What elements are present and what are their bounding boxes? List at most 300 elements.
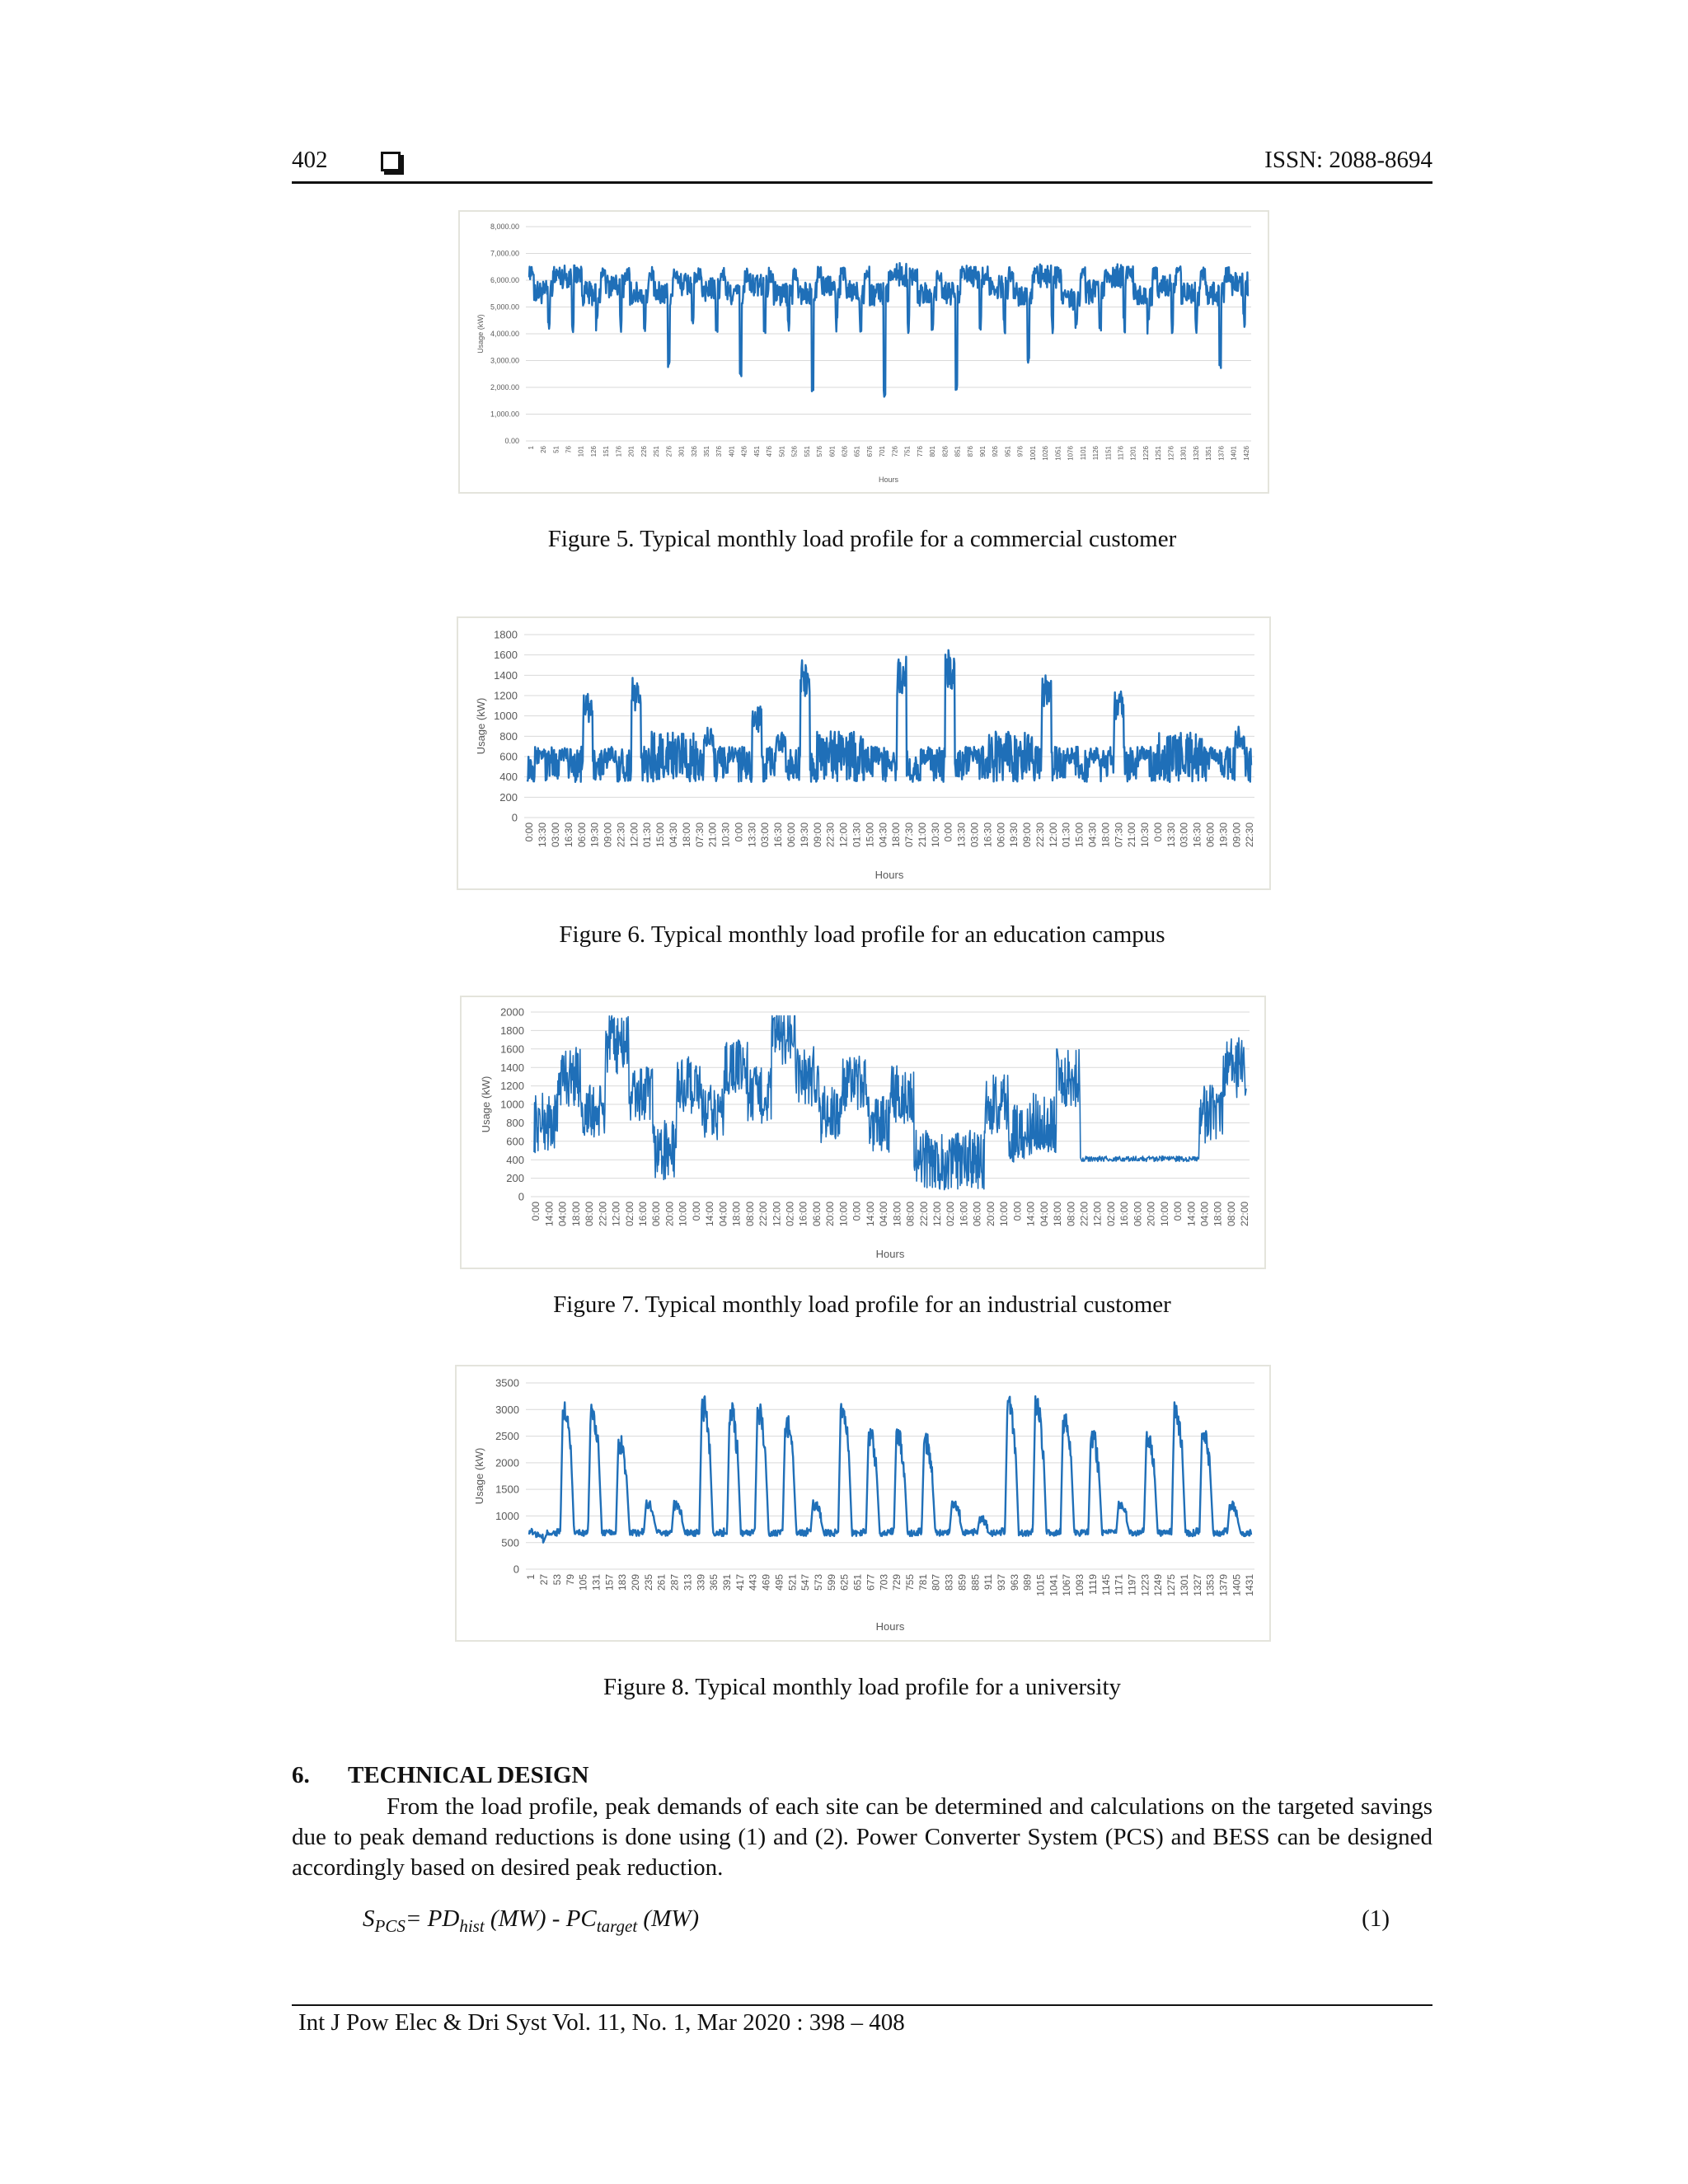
- x-tick-label: 1171: [1113, 1574, 1125, 1596]
- x-tick-label: 833: [943, 1574, 955, 1591]
- x-tick-label: 126: [589, 446, 598, 457]
- y-tick-label: 800: [499, 729, 518, 743]
- x-tick-label: 1076: [1067, 446, 1075, 461]
- x-tick-label: 07:30: [1113, 823, 1125, 848]
- x-tick-label: 0:00: [851, 1202, 863, 1221]
- x-tick-label: 0:00: [523, 823, 536, 842]
- y-tick-label: 0: [511, 811, 518, 824]
- x-tick-label: 573: [813, 1574, 824, 1591]
- x-tick-label: 1001: [1029, 446, 1037, 461]
- x-tick-label: 04:30: [668, 823, 679, 848]
- y-tick-label: 2500: [495, 1430, 519, 1443]
- x-tick-label: 12:00: [931, 1202, 943, 1227]
- x-tick-label: 12:00: [628, 823, 640, 848]
- x-tick-label: 826: [941, 446, 950, 457]
- x-tick-label: 10:30: [929, 823, 941, 848]
- x-tick-label: 76: [565, 446, 573, 453]
- x-tick-label: 676: [865, 446, 874, 457]
- x-tick-label: 801: [929, 446, 937, 457]
- figure-7-chart: [460, 996, 1266, 1269]
- x-tick-label: 15:00: [864, 823, 876, 848]
- x-tick-label: 651: [853, 446, 861, 457]
- header-rule: [292, 181, 1432, 184]
- x-tick-label: 06:00: [995, 823, 1007, 848]
- x-tick-label: 1249: [1152, 1574, 1165, 1596]
- x-tick-label: 701: [879, 446, 887, 457]
- y-tick-label: 6,000.00: [490, 276, 519, 285]
- x-tick-label: 03:00: [549, 823, 561, 848]
- x-tick-label: 06:00: [1204, 823, 1217, 848]
- x-tick-label: 06:00: [575, 823, 588, 848]
- x-tick-label: 53: [551, 1574, 563, 1586]
- y-tick-label: 1400: [494, 668, 518, 682]
- x-tick-label: 261: [655, 1574, 668, 1591]
- x-tick-label: 576: [816, 446, 824, 457]
- eq-unit2: (MW): [637, 1905, 700, 1932]
- x-tick-label: 911: [982, 1574, 995, 1591]
- x-tick-label: 235: [642, 1574, 654, 1591]
- x-tick-label: 0:00: [530, 1202, 542, 1221]
- x-tick-label: 22:30: [1244, 823, 1256, 848]
- y-tick-label: 0.00: [504, 437, 519, 446]
- eq-target-sub: target: [596, 1915, 638, 1936]
- x-tick-label: 12:00: [837, 823, 850, 848]
- y-tick-label: 1800: [500, 1024, 524, 1037]
- x-tick-label: 1197: [1126, 1574, 1138, 1596]
- x-tick-label: 755: [903, 1574, 916, 1591]
- x-tick-label: 79: [564, 1574, 576, 1586]
- eq-unit1: (MW) - PC: [484, 1905, 597, 1932]
- x-tick-label: 526: [790, 446, 799, 457]
- x-tick-label: 937: [995, 1574, 1007, 1591]
- figure-7-caption: Figure 7. Typical monthly load profile for an industrial customer: [553, 1291, 1171, 1318]
- x-tick-label: 08:00: [743, 1202, 756, 1227]
- x-tick-label: 551: [803, 446, 811, 457]
- y-tick-label: 1800: [494, 628, 518, 641]
- figure-6-caption: Figure 6. Typical monthly load profile for an education campus: [559, 921, 1165, 948]
- x-tick-label: 926: [992, 446, 1000, 457]
- x-tick-label: 1301: [1178, 1574, 1190, 1596]
- x-tick-label: 16:00: [637, 1202, 649, 1227]
- x-tick-label: 626: [841, 446, 849, 457]
- x-tick-label: 14:00: [704, 1202, 716, 1227]
- x-tick-label: 1067: [1061, 1574, 1073, 1596]
- x-tick-label: 365: [708, 1574, 720, 1591]
- x-tick-label: 951: [1004, 446, 1012, 457]
- x-tick-label: 18:00: [890, 823, 903, 848]
- y-tick-label: 200: [499, 790, 518, 804]
- x-tick-label: 0:00: [1151, 823, 1164, 842]
- x-tick-label: 22:30: [1034, 823, 1046, 848]
- x-tick-label: 1: [527, 446, 535, 450]
- x-tick-label: 16:30: [982, 823, 994, 848]
- y-tick-label: 0: [518, 1190, 524, 1203]
- x-tick-label: 10:00: [1158, 1202, 1170, 1227]
- x-tick-label: 14:00: [543, 1202, 556, 1227]
- y-tick-label: 800: [506, 1116, 524, 1129]
- y-tick-label: 3,000.00: [490, 356, 519, 365]
- x-tick-label: 04:00: [556, 1202, 569, 1227]
- x-tick-label: 807: [930, 1574, 942, 1591]
- x-tick-label: 599: [825, 1574, 837, 1591]
- footer-rule: [292, 2004, 1432, 2006]
- y-axis-label: Usage (kW): [476, 314, 485, 354]
- x-tick-label: 1119: [1086, 1574, 1099, 1595]
- series-line: [534, 1016, 1246, 1190]
- y-tick-label: 1200: [500, 1080, 524, 1093]
- x-tick-label: 201: [627, 446, 635, 457]
- x-tick-label: 443: [747, 1574, 759, 1591]
- figure-5-caption: Figure 5. Typical monthly load profile for a commercial customer: [547, 526, 1177, 552]
- y-tick-label: 1,000.00: [490, 410, 519, 419]
- x-tick-label: 1251: [1155, 446, 1163, 461]
- x-tick-label: 22:30: [615, 823, 627, 848]
- x-tick-label: 06:00: [650, 1202, 663, 1227]
- x-tick-label: 22:00: [757, 1202, 770, 1227]
- y-tick-label: 500: [501, 1536, 519, 1549]
- x-tick-label: 176: [615, 446, 623, 457]
- y-tick-label: 1600: [494, 649, 518, 662]
- x-tick-label: 183: [617, 1574, 629, 1591]
- y-tick-label: 5,000.00: [490, 302, 519, 312]
- x-tick-label: 18:00: [1052, 1202, 1064, 1227]
- x-tick-label: 1201: [1129, 446, 1137, 461]
- x-tick-label: 876: [966, 446, 974, 457]
- x-tick-label: 09:00: [811, 823, 823, 848]
- x-tick-label: 13:30: [1165, 823, 1177, 848]
- y-tick-label: 1400: [500, 1061, 524, 1074]
- chart-svg-2: [462, 997, 1264, 1268]
- y-tick-label: 1600: [500, 1043, 524, 1056]
- x-tick-label: 391: [721, 1574, 734, 1591]
- x-tick-label: 1093: [1074, 1574, 1086, 1596]
- x-tick-label: 02:00: [784, 1202, 796, 1227]
- x-tick-label: 1: [525, 1574, 537, 1580]
- x-tick-label: 495: [773, 1574, 785, 1591]
- y-tick-label: 2000: [495, 1456, 519, 1469]
- x-tick-label: 1226: [1142, 446, 1150, 461]
- x-tick-label: 1276: [1167, 446, 1175, 461]
- x-tick-label: 13:30: [955, 823, 968, 848]
- x-tick-label: 18:00: [1212, 1202, 1224, 1227]
- x-tick-label: 776: [916, 446, 924, 457]
- y-tick-label: 400: [499, 771, 518, 784]
- y-axis-label: Usage (kW): [473, 1447, 485, 1505]
- journal-footer: Int J Pow Elec & Dri Syst Vol. 11, No. 1, Mar 2020 : 398 – 408: [298, 2009, 905, 2036]
- x-tick-label: 21:00: [706, 823, 719, 848]
- x-tick-label: 20:00: [984, 1202, 996, 1227]
- x-tick-label: 18:00: [570, 1202, 582, 1227]
- page-number: 402: [292, 147, 328, 173]
- x-tick-label: 14:00: [1185, 1202, 1198, 1227]
- x-tick-label: 14:00: [864, 1202, 876, 1227]
- x-tick-label: 1015: [1034, 1574, 1047, 1596]
- x-tick-label: 1041: [1048, 1574, 1060, 1596]
- x-tick-label: 401: [728, 446, 736, 457]
- x-tick-label: 1101: [1079, 446, 1087, 461]
- x-tick-label: 15:00: [654, 823, 667, 848]
- x-tick-label: 703: [878, 1574, 890, 1591]
- x-tick-label: 376: [715, 446, 724, 457]
- x-tick-label: 351: [702, 446, 710, 457]
- x-tick-label: 1026: [1042, 446, 1050, 461]
- x-tick-label: 18:00: [891, 1202, 903, 1227]
- y-tick-label: 200: [506, 1172, 524, 1185]
- x-tick-label: 20:00: [824, 1202, 837, 1227]
- x-tick-label: 989: [1021, 1574, 1034, 1591]
- x-tick-label: 313: [682, 1574, 694, 1591]
- x-tick-label: 326: [690, 446, 698, 457]
- x-tick-label: 03:00: [759, 823, 771, 848]
- page-header: [292, 147, 1432, 185]
- x-tick-label: 19:30: [1217, 823, 1230, 848]
- square-bullet-icon: [381, 152, 401, 171]
- x-tick-label: 08:00: [1065, 1202, 1077, 1227]
- figure-5-chart: [458, 210, 1269, 494]
- y-tick-label: 3000: [495, 1403, 519, 1416]
- x-tick-label: 13:30: [537, 823, 549, 848]
- x-tick-label: 729: [891, 1574, 903, 1591]
- y-tick-label: 400: [506, 1153, 524, 1166]
- y-tick-label: 4,000.00: [490, 330, 519, 339]
- section-title: TECHNICAL DESIGN: [348, 1762, 589, 1788]
- y-tick-label: 2,000.00: [490, 383, 519, 392]
- eq-hist-sub: hist: [459, 1915, 485, 1936]
- x-tick-label: 1351: [1205, 446, 1213, 461]
- x-tick-label: 16:00: [958, 1202, 970, 1227]
- series-line: [529, 1396, 1251, 1543]
- x-tick-label: 15:00: [1073, 823, 1085, 848]
- x-tick-label: 09:00: [602, 823, 614, 848]
- x-tick-label: 476: [766, 446, 774, 457]
- y-tick-label: 1000: [500, 1098, 524, 1111]
- x-tick-label: 851: [954, 446, 962, 457]
- y-tick-label: 3500: [495, 1376, 519, 1390]
- issn-label: ISSN: 2088-8694: [1264, 147, 1432, 173]
- x-tick-label: 12:00: [771, 1202, 783, 1227]
- x-tick-label: 251: [653, 446, 661, 457]
- section-heading: [292, 1762, 589, 1789]
- x-tick-label: 21:00: [916, 823, 928, 848]
- figure-8-caption: Figure 8. Typical monthly load profile for a university: [603, 1674, 1122, 1700]
- y-axis-label: Usage (kW): [475, 697, 487, 755]
- x-tick-label: 0:00: [690, 1202, 702, 1221]
- x-tick-label: 1376: [1217, 446, 1226, 461]
- x-tick-label: 1353: [1204, 1574, 1217, 1596]
- x-tick-label: 07:30: [903, 823, 916, 848]
- x-tick-label: 12:00: [1091, 1202, 1104, 1227]
- y-tick-label: 0: [513, 1563, 519, 1576]
- x-tick-label: 18:00: [680, 823, 692, 848]
- x-tick-label: 1126: [1092, 446, 1100, 461]
- x-tick-label: 12:00: [610, 1202, 622, 1227]
- x-tick-label: 08:00: [584, 1202, 596, 1227]
- y-tick-label: 600: [506, 1135, 524, 1148]
- x-tick-label: 06:00: [785, 823, 798, 848]
- x-tick-label: 26: [540, 446, 548, 453]
- x-tick-label: 04:30: [1086, 823, 1099, 848]
- x-tick-label: 01:30: [641, 823, 654, 848]
- x-tick-label: 08:00: [1225, 1202, 1237, 1227]
- x-tick-label: 07:30: [693, 823, 706, 848]
- x-tick-label: 19:30: [588, 823, 601, 848]
- x-tick-label: 131: [590, 1574, 603, 1591]
- x-tick-label: 0:00: [733, 823, 745, 842]
- x-tick-label: 12:00: [1047, 823, 1059, 848]
- x-tick-label: 09:00: [1021, 823, 1034, 848]
- x-tick-label: 726: [891, 446, 899, 457]
- y-tick-label: 1000: [495, 1509, 519, 1522]
- eq-lhs-sub: PCS: [374, 1915, 406, 1936]
- x-tick-label: 21:00: [1126, 823, 1138, 848]
- x-tick-label: 1151: [1104, 446, 1113, 461]
- y-tick-label: 1500: [495, 1483, 519, 1496]
- x-tick-label: 01:30: [1060, 823, 1072, 848]
- x-tick-label: 1223: [1139, 1574, 1151, 1596]
- x-tick-label: 06:00: [971, 1202, 983, 1227]
- x-tick-label: 651: [851, 1574, 864, 1591]
- y-tick-label: 600: [499, 750, 518, 763]
- x-tick-label: 01:30: [851, 823, 863, 848]
- x-tick-label: 501: [778, 446, 786, 457]
- x-tick-label: 151: [603, 446, 611, 457]
- x-tick-label: 963: [1008, 1574, 1020, 1591]
- y-tick-label: 1200: [494, 689, 518, 702]
- x-tick-label: 1426: [1242, 446, 1250, 461]
- x-tick-label: 0:00: [1011, 1202, 1024, 1221]
- x-tick-label: 226: [640, 446, 648, 457]
- x-tick-label: 22:00: [917, 1202, 930, 1227]
- x-tick-label: 1379: [1217, 1574, 1230, 1596]
- x-tick-label: 1301: [1179, 446, 1188, 461]
- x-tick-label: 04:00: [1198, 1202, 1211, 1227]
- y-axis-label: Usage (kW): [480, 1076, 492, 1133]
- x-tick-label: 51: [552, 446, 560, 453]
- x-tick-label: 02:00: [1104, 1202, 1117, 1227]
- x-tick-label: 03:00: [968, 823, 981, 848]
- eq-lhs: S: [363, 1905, 375, 1932]
- x-tick-label: 19:30: [1008, 823, 1020, 848]
- x-tick-label: 04:00: [878, 1202, 890, 1227]
- x-tick-label: 13:30: [746, 823, 758, 848]
- chart-svg-1: [458, 618, 1269, 888]
- x-tick-label: 20:00: [663, 1202, 676, 1227]
- x-tick-label: 976: [1016, 446, 1025, 457]
- body-paragraph: From the load profile, peak demands of each site can be determined and calculations on the targeted savings due to peak demand reductions is done using (1) and (2). Power Converter System (PCS) and BESS can be designed accordingly based on desired peak reduction.: [292, 1793, 1432, 1881]
- x-tick-label: 06:00: [810, 1202, 823, 1227]
- x-tick-label: 0:00: [942, 823, 954, 842]
- x-axis-label: Hours: [875, 1620, 905, 1633]
- x-tick-label: 1431: [1244, 1574, 1256, 1596]
- x-tick-label: 276: [665, 446, 673, 457]
- x-tick-label: 1327: [1191, 1574, 1203, 1596]
- x-tick-label: 105: [577, 1574, 589, 1591]
- x-tick-label: 625: [838, 1574, 851, 1591]
- x-tick-label: 10:30: [1139, 823, 1151, 848]
- chart-svg-0: [460, 212, 1268, 492]
- x-tick-label: 885: [969, 1574, 982, 1591]
- x-axis-label: Hours: [874, 869, 904, 881]
- x-tick-label: 751: [903, 446, 912, 457]
- x-tick-label: 101: [577, 446, 585, 457]
- x-tick-label: 1401: [1230, 446, 1238, 461]
- x-tick-label: 209: [630, 1574, 642, 1591]
- x-tick-label: 1326: [1192, 446, 1200, 461]
- x-tick-label: 547: [799, 1574, 812, 1591]
- x-tick-label: 859: [956, 1574, 968, 1591]
- x-tick-label: 16:30: [562, 823, 574, 848]
- eq-pd: = PD: [405, 1905, 460, 1932]
- x-tick-label: 10:00: [677, 1202, 689, 1227]
- x-tick-label: 781: [917, 1574, 929, 1591]
- x-tick-label: 287: [668, 1574, 681, 1591]
- x-tick-label: 22:00: [597, 1202, 609, 1227]
- x-tick-label: 19:30: [798, 823, 810, 848]
- equation-number: (1): [1362, 1905, 1390, 1932]
- x-tick-label: 417: [734, 1574, 746, 1591]
- x-tick-label: 22:30: [824, 823, 837, 848]
- x-tick-label: 04:00: [1038, 1202, 1050, 1227]
- x-tick-label: 08:00: [904, 1202, 917, 1227]
- x-tick-label: 04:00: [717, 1202, 729, 1227]
- x-tick-label: 10:30: [720, 823, 732, 848]
- y-tick-label: 7,000.00: [490, 249, 519, 258]
- chart-svg-3: [457, 1366, 1269, 1640]
- x-tick-label: 16:00: [1118, 1202, 1131, 1227]
- y-tick-label: 2000: [500, 1005, 524, 1019]
- x-tick-label: 1405: [1231, 1574, 1243, 1596]
- y-tick-label: 8,000.00: [490, 223, 519, 232]
- x-tick-label: 03:00: [1178, 823, 1190, 848]
- x-tick-label: 0:00: [1172, 1202, 1184, 1221]
- x-tick-label: 22:00: [1078, 1202, 1090, 1227]
- x-tick-label: 157: [603, 1574, 616, 1591]
- x-tick-label: 06:00: [1132, 1202, 1144, 1227]
- x-axis-label: Hours: [875, 1248, 905, 1260]
- figure-6-chart: [457, 616, 1271, 890]
- x-tick-label: 677: [865, 1574, 877, 1591]
- x-tick-label: 10:00: [837, 1202, 850, 1227]
- x-tick-label: 16:30: [1191, 823, 1203, 848]
- x-tick-label: 16:00: [797, 1202, 809, 1227]
- x-tick-label: 18:00: [1100, 823, 1112, 848]
- figure-8-chart: [455, 1365, 1271, 1642]
- x-tick-label: 426: [740, 446, 748, 457]
- x-tick-label: 1176: [1117, 446, 1125, 461]
- x-tick-label: 22:00: [1239, 1202, 1251, 1227]
- x-tick-label: 1275: [1165, 1574, 1178, 1596]
- x-tick-label: 521: [786, 1574, 799, 1591]
- x-tick-label: 20:00: [1145, 1202, 1157, 1227]
- x-tick-label: 16:30: [772, 823, 785, 848]
- x-tick-label: 02:00: [945, 1202, 957, 1227]
- section-number: 6.: [292, 1762, 310, 1788]
- x-tick-label: 901: [979, 446, 987, 457]
- x-tick-label: 469: [760, 1574, 772, 1591]
- x-tick-label: 04:30: [877, 823, 889, 848]
- x-tick-label: 601: [828, 446, 837, 457]
- x-tick-label: 02:00: [623, 1202, 635, 1227]
- x-axis-label: Hours: [878, 476, 899, 484]
- x-tick-label: 18:00: [730, 1202, 743, 1227]
- x-tick-label: 1051: [1054, 446, 1062, 461]
- x-tick-label: 451: [753, 446, 761, 457]
- x-tick-label: 14:00: [1025, 1202, 1037, 1227]
- equation-1: [363, 1905, 699, 1937]
- x-tick-label: 10:00: [998, 1202, 1010, 1227]
- series-line: [529, 263, 1248, 396]
- y-tick-label: 1000: [494, 710, 518, 723]
